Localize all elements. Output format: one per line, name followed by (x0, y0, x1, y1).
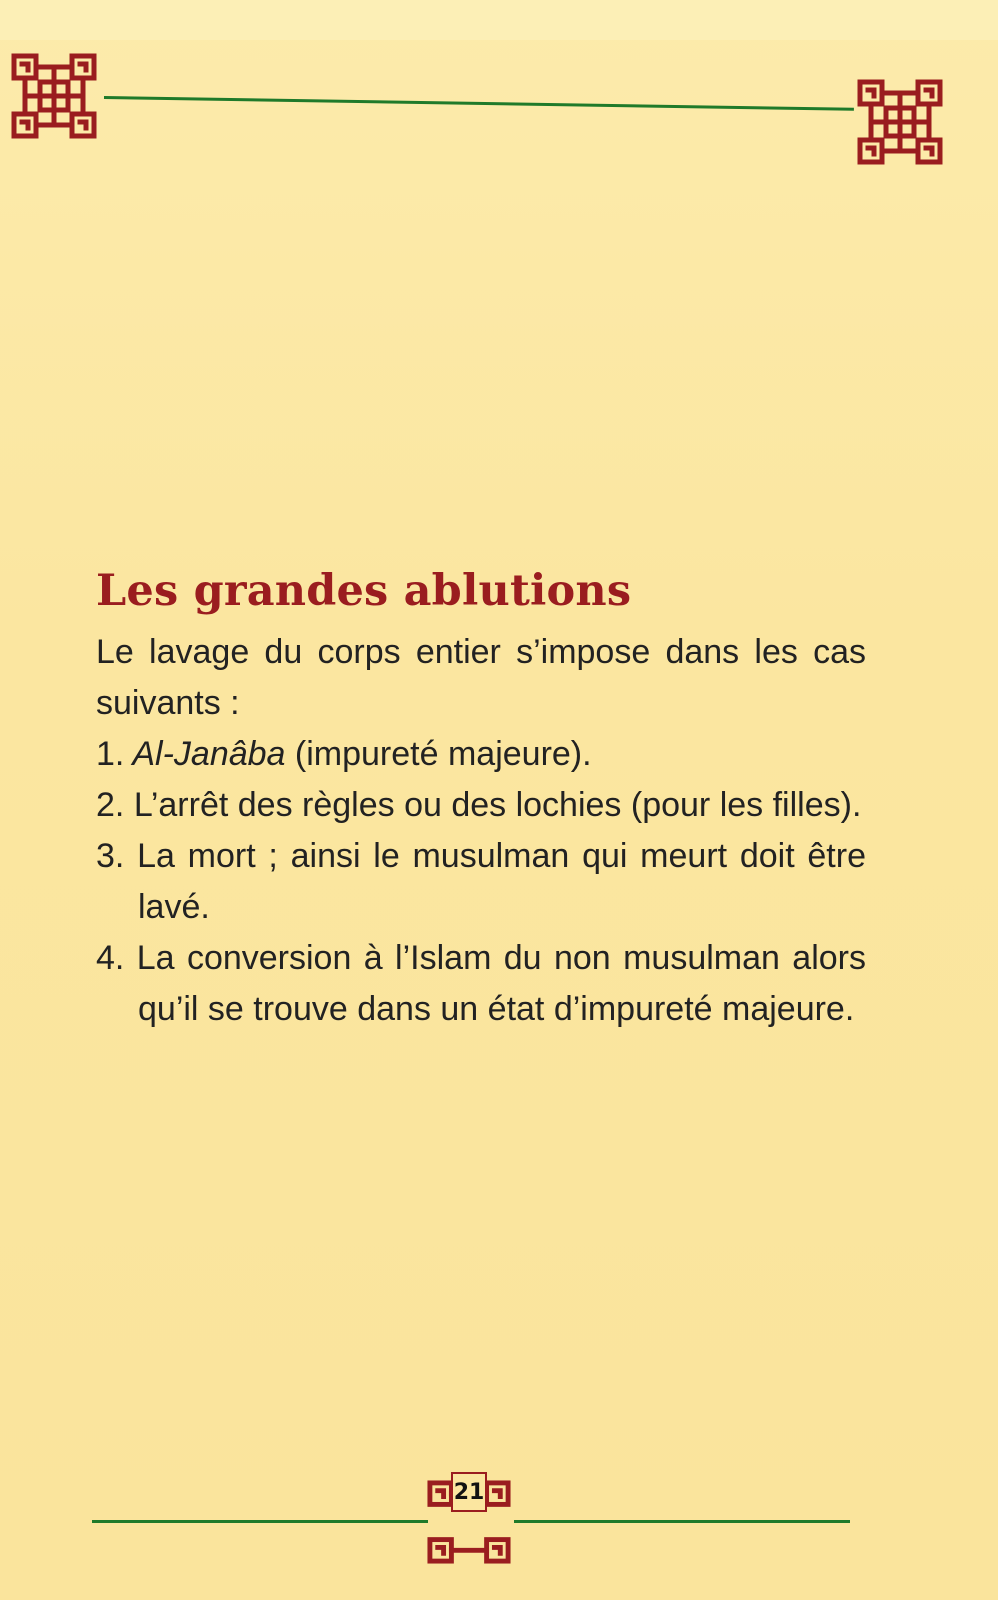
content (96, 565, 866, 1035)
item-italic-term: Al-Janâba (132, 735, 286, 773)
intro-paragraph: Le lavage du corps entier s’impose dans les cas suivants : (96, 633, 866, 722)
list-item (96, 831, 866, 933)
item-number: 1. (96, 735, 125, 773)
top-rule (104, 96, 854, 111)
page-number: 21 (451, 1472, 487, 1512)
bottom-rule-left (92, 1520, 428, 1523)
item-number: 4. (96, 939, 125, 977)
page-title: Les grandes ablutions (96, 566, 632, 616)
knot-ornament-icon (10, 52, 98, 140)
list-item (96, 729, 866, 780)
list-item (96, 780, 866, 831)
item-text: La conversion à l’Islam du non musulman alors qu’il se trouve dans un état d’impureté majeure. (136, 939, 866, 1028)
item-number: 2. (96, 786, 125, 824)
item-text: L’arrêt des règles ou des lochies (pour les filles). (133, 786, 862, 824)
item-text-rest: (impureté majeure). (285, 735, 592, 773)
list-item (96, 933, 866, 1035)
bottom-rule-right (514, 1520, 850, 1523)
knot-ornament-icon (856, 78, 944, 166)
item-text: La mort ; ainsi le musulman qui meurt doit être lavé. (137, 837, 866, 926)
item-text (132, 729, 866, 780)
item-number: 3. (96, 837, 125, 875)
top-strip (0, 0, 998, 40)
